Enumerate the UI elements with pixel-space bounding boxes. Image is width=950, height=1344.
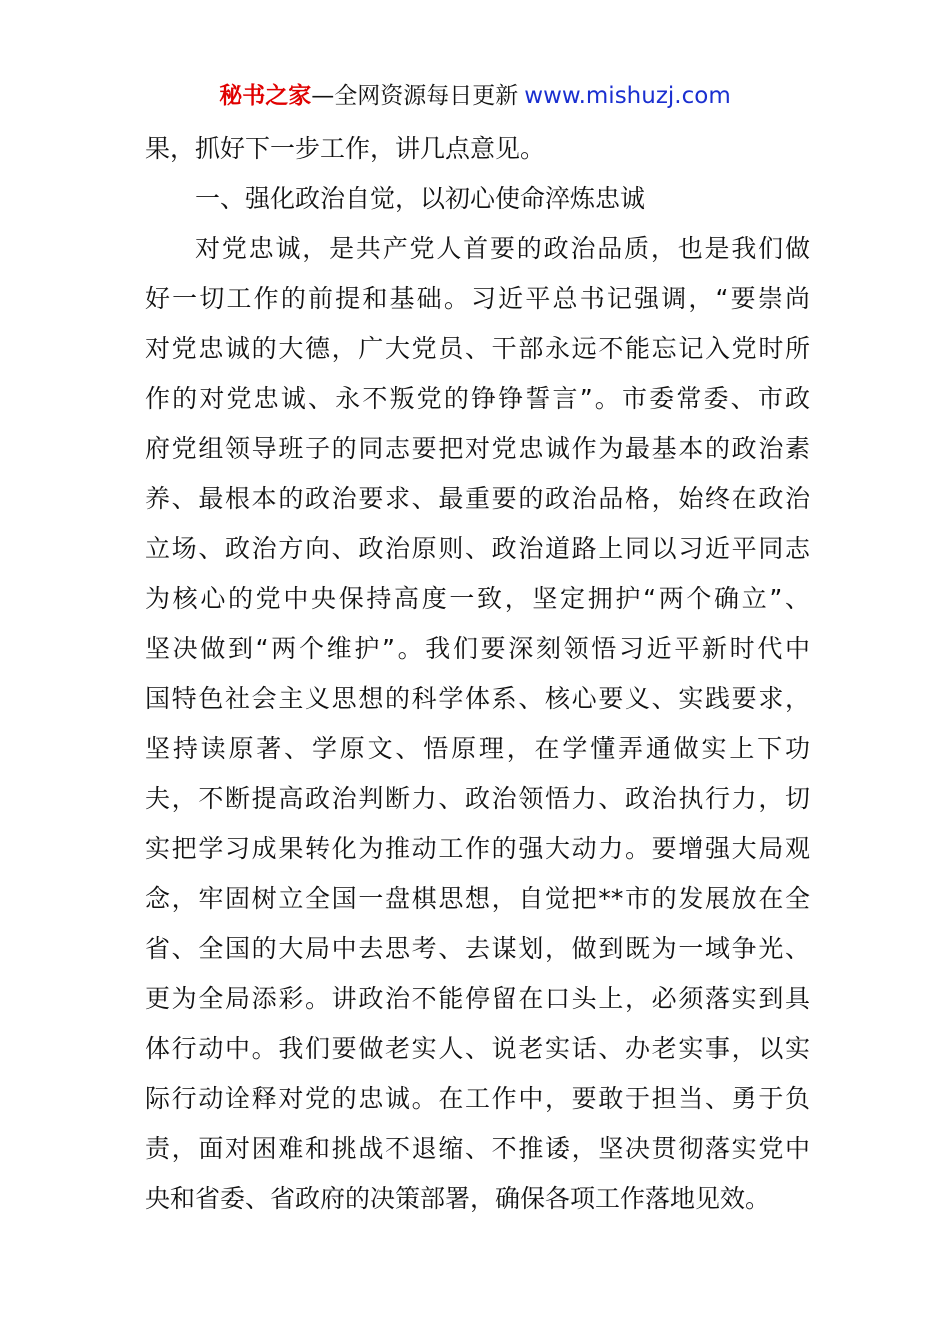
text-line: 国特色社会主义思想的科学体系、核心要义、实践要求， — [145, 684, 810, 713]
text-line: 央和省委、省政府的决策部署，确保各项工作落地见效。 — [145, 1184, 771, 1213]
text-line: 对党忠诚的大德，广大党员、干部永远不能忘记入党时所 — [145, 334, 810, 363]
brand-name: 秘书之家 — [219, 83, 312, 109]
section-heading: 一、强化政治自觉，以初心使命淬炼忠诚 — [195, 184, 646, 213]
text-line: 省、全国的大局中去思考、去谋划，做到既为一域争光、 — [145, 934, 810, 963]
text-line: 夫，不断提高政治判断力、政治领悟力、政治执行力，切 — [145, 784, 810, 813]
text-line: 坚持读原著、学原文、悟原理，在学懂弄通做实上下功 — [145, 734, 810, 763]
text-line: 对党忠诚，是共产党人首要的政治品质，也是我们做 — [195, 234, 810, 263]
text-line: 更为全局添彩。讲政治不能停留在口头上，必须落实到具 — [145, 984, 810, 1013]
text-line: 果，抓好下一步工作，讲几点意见。 — [145, 134, 546, 163]
text-line: 为核心的党中央保持高度一致，坚定拥护“两个确立”、 — [145, 584, 810, 613]
text-line: 坚决做到“两个维护”。我们要深刻领悟习近平新时代中 — [145, 634, 810, 663]
text-line: 际行动诠释对党的忠诚。在工作中，要敢于担当、勇于负 — [145, 1084, 810, 1113]
text-line: 实把学习成果转化为推动工作的强大动力。要增强大局观 — [145, 834, 810, 863]
text-line: 立场、政治方向、政治原则、政治道路上同以习近平同志 — [145, 534, 810, 563]
text-line: 责，面对困难和挑战不退缩、不推诿，坚决贯彻落实党中 — [145, 1134, 810, 1163]
text-line: 念，牢固树立全国一盘棋思想，自觉把**市的发展放在全 — [145, 884, 810, 913]
page-header — [0, 80, 950, 112]
text-line: 好一切工作的前提和基础。习近平总书记强调，“要崇尚 — [145, 284, 810, 313]
document-body — [145, 124, 810, 1224]
text-line: 体行动中。我们要做老实人、说老实话、办老实事，以实 — [145, 1034, 810, 1063]
site-url-link[interactable]: www.mishuzj.com — [524, 83, 731, 109]
text-line: 府党组领导班子的同志要把对党忠诚作为最基本的政治素 — [145, 434, 810, 463]
header-tagline: —全网资源每日更新 — [311, 83, 519, 109]
text-line: 作的对党忠诚、永不叛党的铮铮誓言”。市委常委、市政 — [145, 384, 810, 413]
text-line: 养、最根本的政治要求、最重要的政治品格，始终在政治 — [145, 484, 810, 513]
